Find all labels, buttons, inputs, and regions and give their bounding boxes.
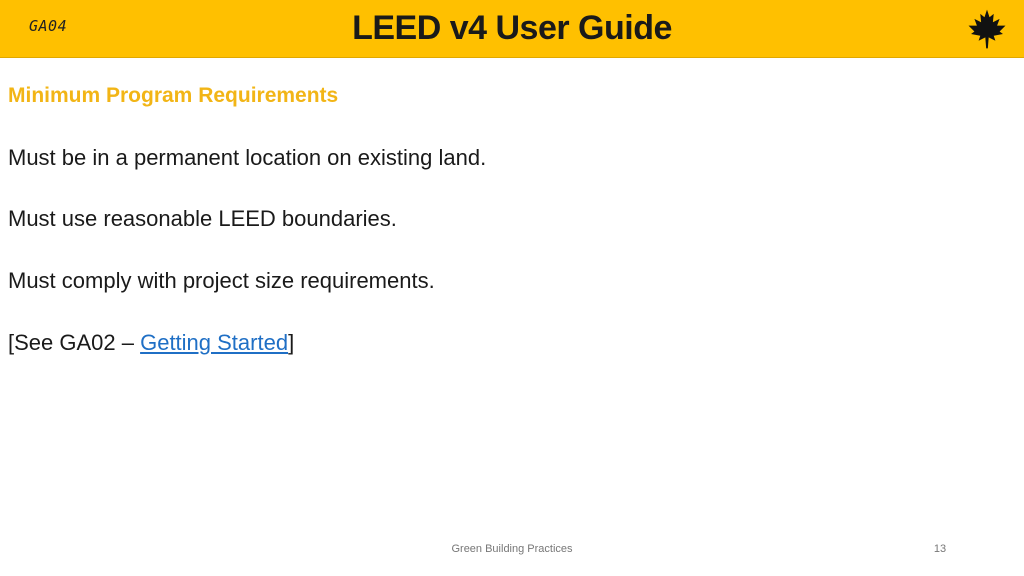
requirement-line: Must use reasonable LEED boundaries. <box>8 206 397 231</box>
page-number: 13 <box>933 543 947 555</box>
requirement-line: Must comply with project size requirements. <box>8 268 435 293</box>
reference-line <box>8 330 294 356</box>
maple-leaf-icon <box>966 8 1008 50</box>
reference-prefix: [See GA02 – <box>8 330 141 355</box>
section-heading: Minimum Program Requirements <box>8 84 339 107</box>
requirement-line: Must be in a permanent location on existing land. <box>8 145 487 170</box>
getting-started-link[interactable]: Getting Started <box>140 330 289 355</box>
footer-text: Green Building Practices <box>451 543 573 555</box>
page-title: LEED v4 User Guide <box>352 9 672 47</box>
reference-suffix: ] <box>288 330 295 355</box>
header-bar <box>0 0 1024 58</box>
slide-code: GA04 <box>29 17 68 35</box>
